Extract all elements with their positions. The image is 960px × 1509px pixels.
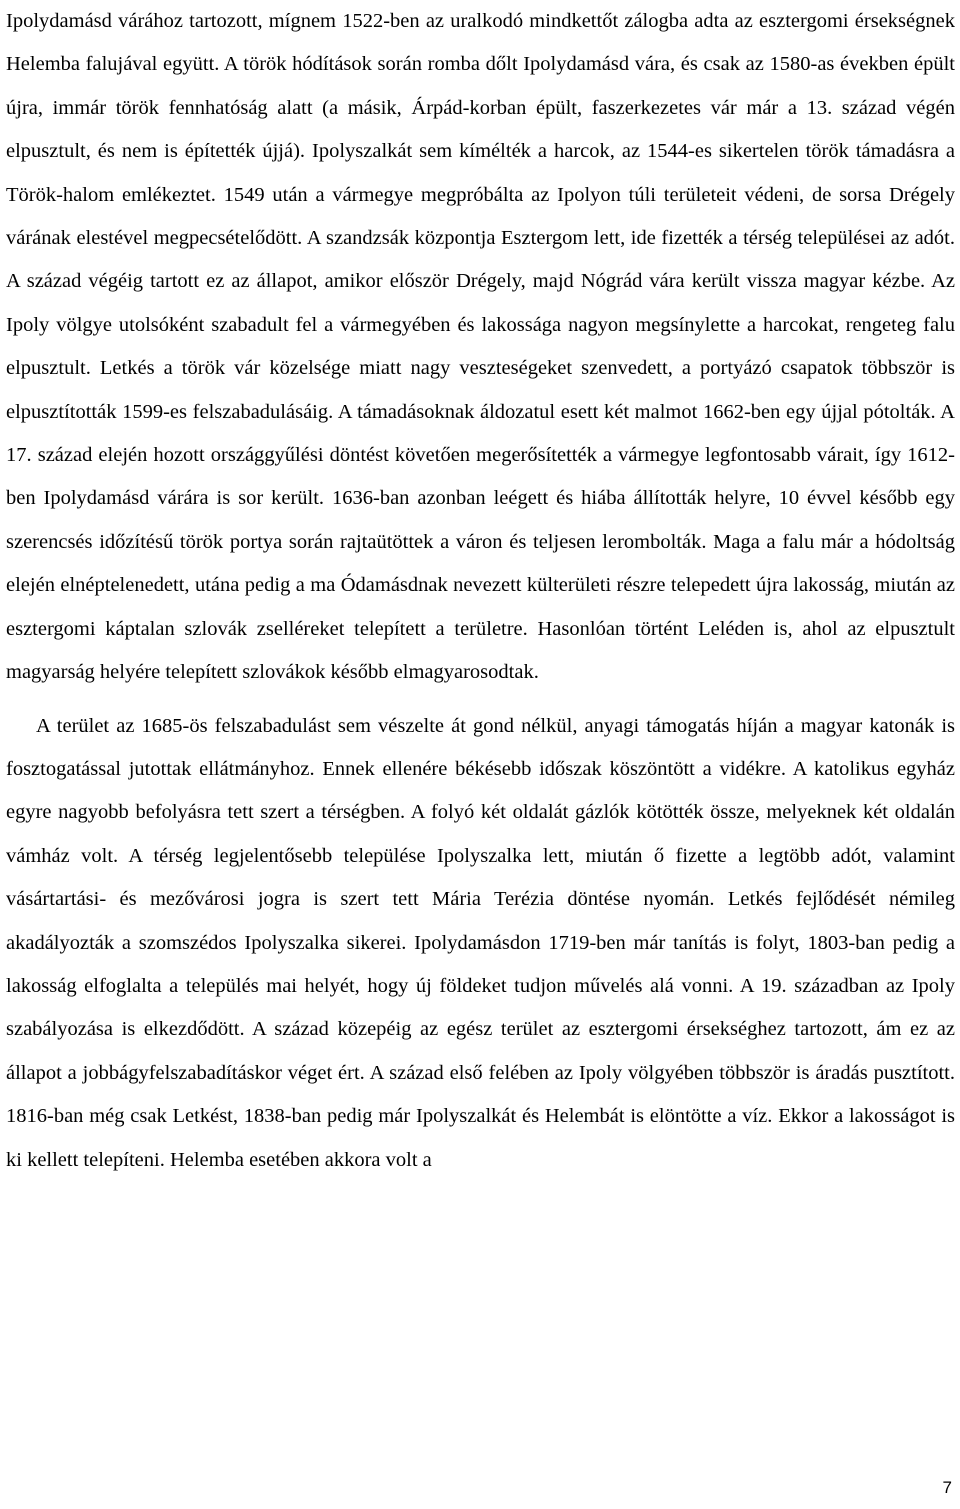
document-page bbox=[6, 0, 955, 1182]
page-number: 7 bbox=[942, 1478, 952, 1497]
paragraph: Ipolydamásd várához tartozott, mígnem 1522-ben az uralkodó mindkettőt zálogba adta az esztergomi érsekségnek Helemba falujával együtt. A török hódítások során romba dőlt Ipolydamásd vára, és csak az 1580-as években épült újra, immár török fennhatóság alatt (a másik, Árpád-korban épült, faszerkezetes vár már a 13. század végén elpusztult, és nem is építették újjá). Ipolyszalkát sem kímélték a harcok, az 1544-es sikertelen török támadásra a Török-halom emlékeztet. 1549 után a vármegye megpróbálta az Ipolyon túli területeit védeni, de sorsa Drégely várának elestével megpecsételődött. A szandzsák központja Esztergom lett, ide fizették a térség települései az adót. A század végéig tartott ez az állapot, amikor először Drégely, majd Nógrád vára került vissza magyar kézbe. Az Ipoly völgye utolsóként szabadult fel a vármegyében és lakossága nagyon megsínylette a harcokat, rengeteg falu elpusztult. Letkés a török vár közelsége miatt nagy veszteségeket szenvedett, a portyázó csapatok többször is elpusztították 1599-es felszabadulásáig. A támadásoknak áldozatul esett két malmot 1662-ben egy újjal pótolták. A 17. század elején hozott országgyűlési döntést követően megerősítették a vármegye legfontosabb várait, így 1612-ben Ipolydamásd várára is sor került. 1636-ban azonban leégett és hiába állították helyre, 10 évvel később egy szerencsés időzítésű török portya során rajtaütöttek a váron és teljesen lerombolták. Maga a falu már a hódoltság elején elnéptelenedett, utána pedig a ma Ódamásdnak nevezett külterületi részre telepedett újra lakosság, miután az esztergomi káptalan szlovák zselléreket telepített a területre. Hasonlóan történt Leléden is, ahol az elpusztult magyarság helyére telepített szlovákok később elmagyarosodtak. bbox=[6, 10, 955, 684]
paragraph: A terület az 1685-ös felszabadulást sem vészelte át gond nélkül, anyagi támogatás híján a magyar katonák is fosztogatással jutottak ellátmányhoz. Ennek ellenére békésebb időszak köszöntött a vidékre. A katolikus egyház egyre nagyobb befolyásra tett szert a térségben. A folyó két oldalát gázlók kötötték össze, melyeknek két oldalán vámház volt. A térség legjelentősebb települése Ipolyszalka lett, miután ő fizette a legtöbb adót, valamint vásártartási- és mezővárosi jogra is szert tett Mária Terézia döntése nyomán. Letkés fejlődését némileg akadályozták a szomszédos Ipolyszalka sikerei. Ipolydamásdon 1719-ben már tanítás is folyt, 1803-ban pedig a lakosság elfoglalta a település mai helyét, hogy új földeket tudjon művelés alá vonni. A 19. században az Ipoly szabályozása is elkezdődött. A század közepéig az egész terület az esztergomi érsekséghez tartozott, ám ez az állapot a jobbágyfelszabadításkor véget ért. A század első felében az Ipoly völgyében többször is áradás pusztított. 1816-ban még csak Letkést, 1838-ban pedig már Ipolyszalkát és Helembát is elöntötte a víz. Ekkor a lakosságot is ki kellett telepíteni. Helemba esetében akkora volt a bbox=[6, 714, 955, 1171]
